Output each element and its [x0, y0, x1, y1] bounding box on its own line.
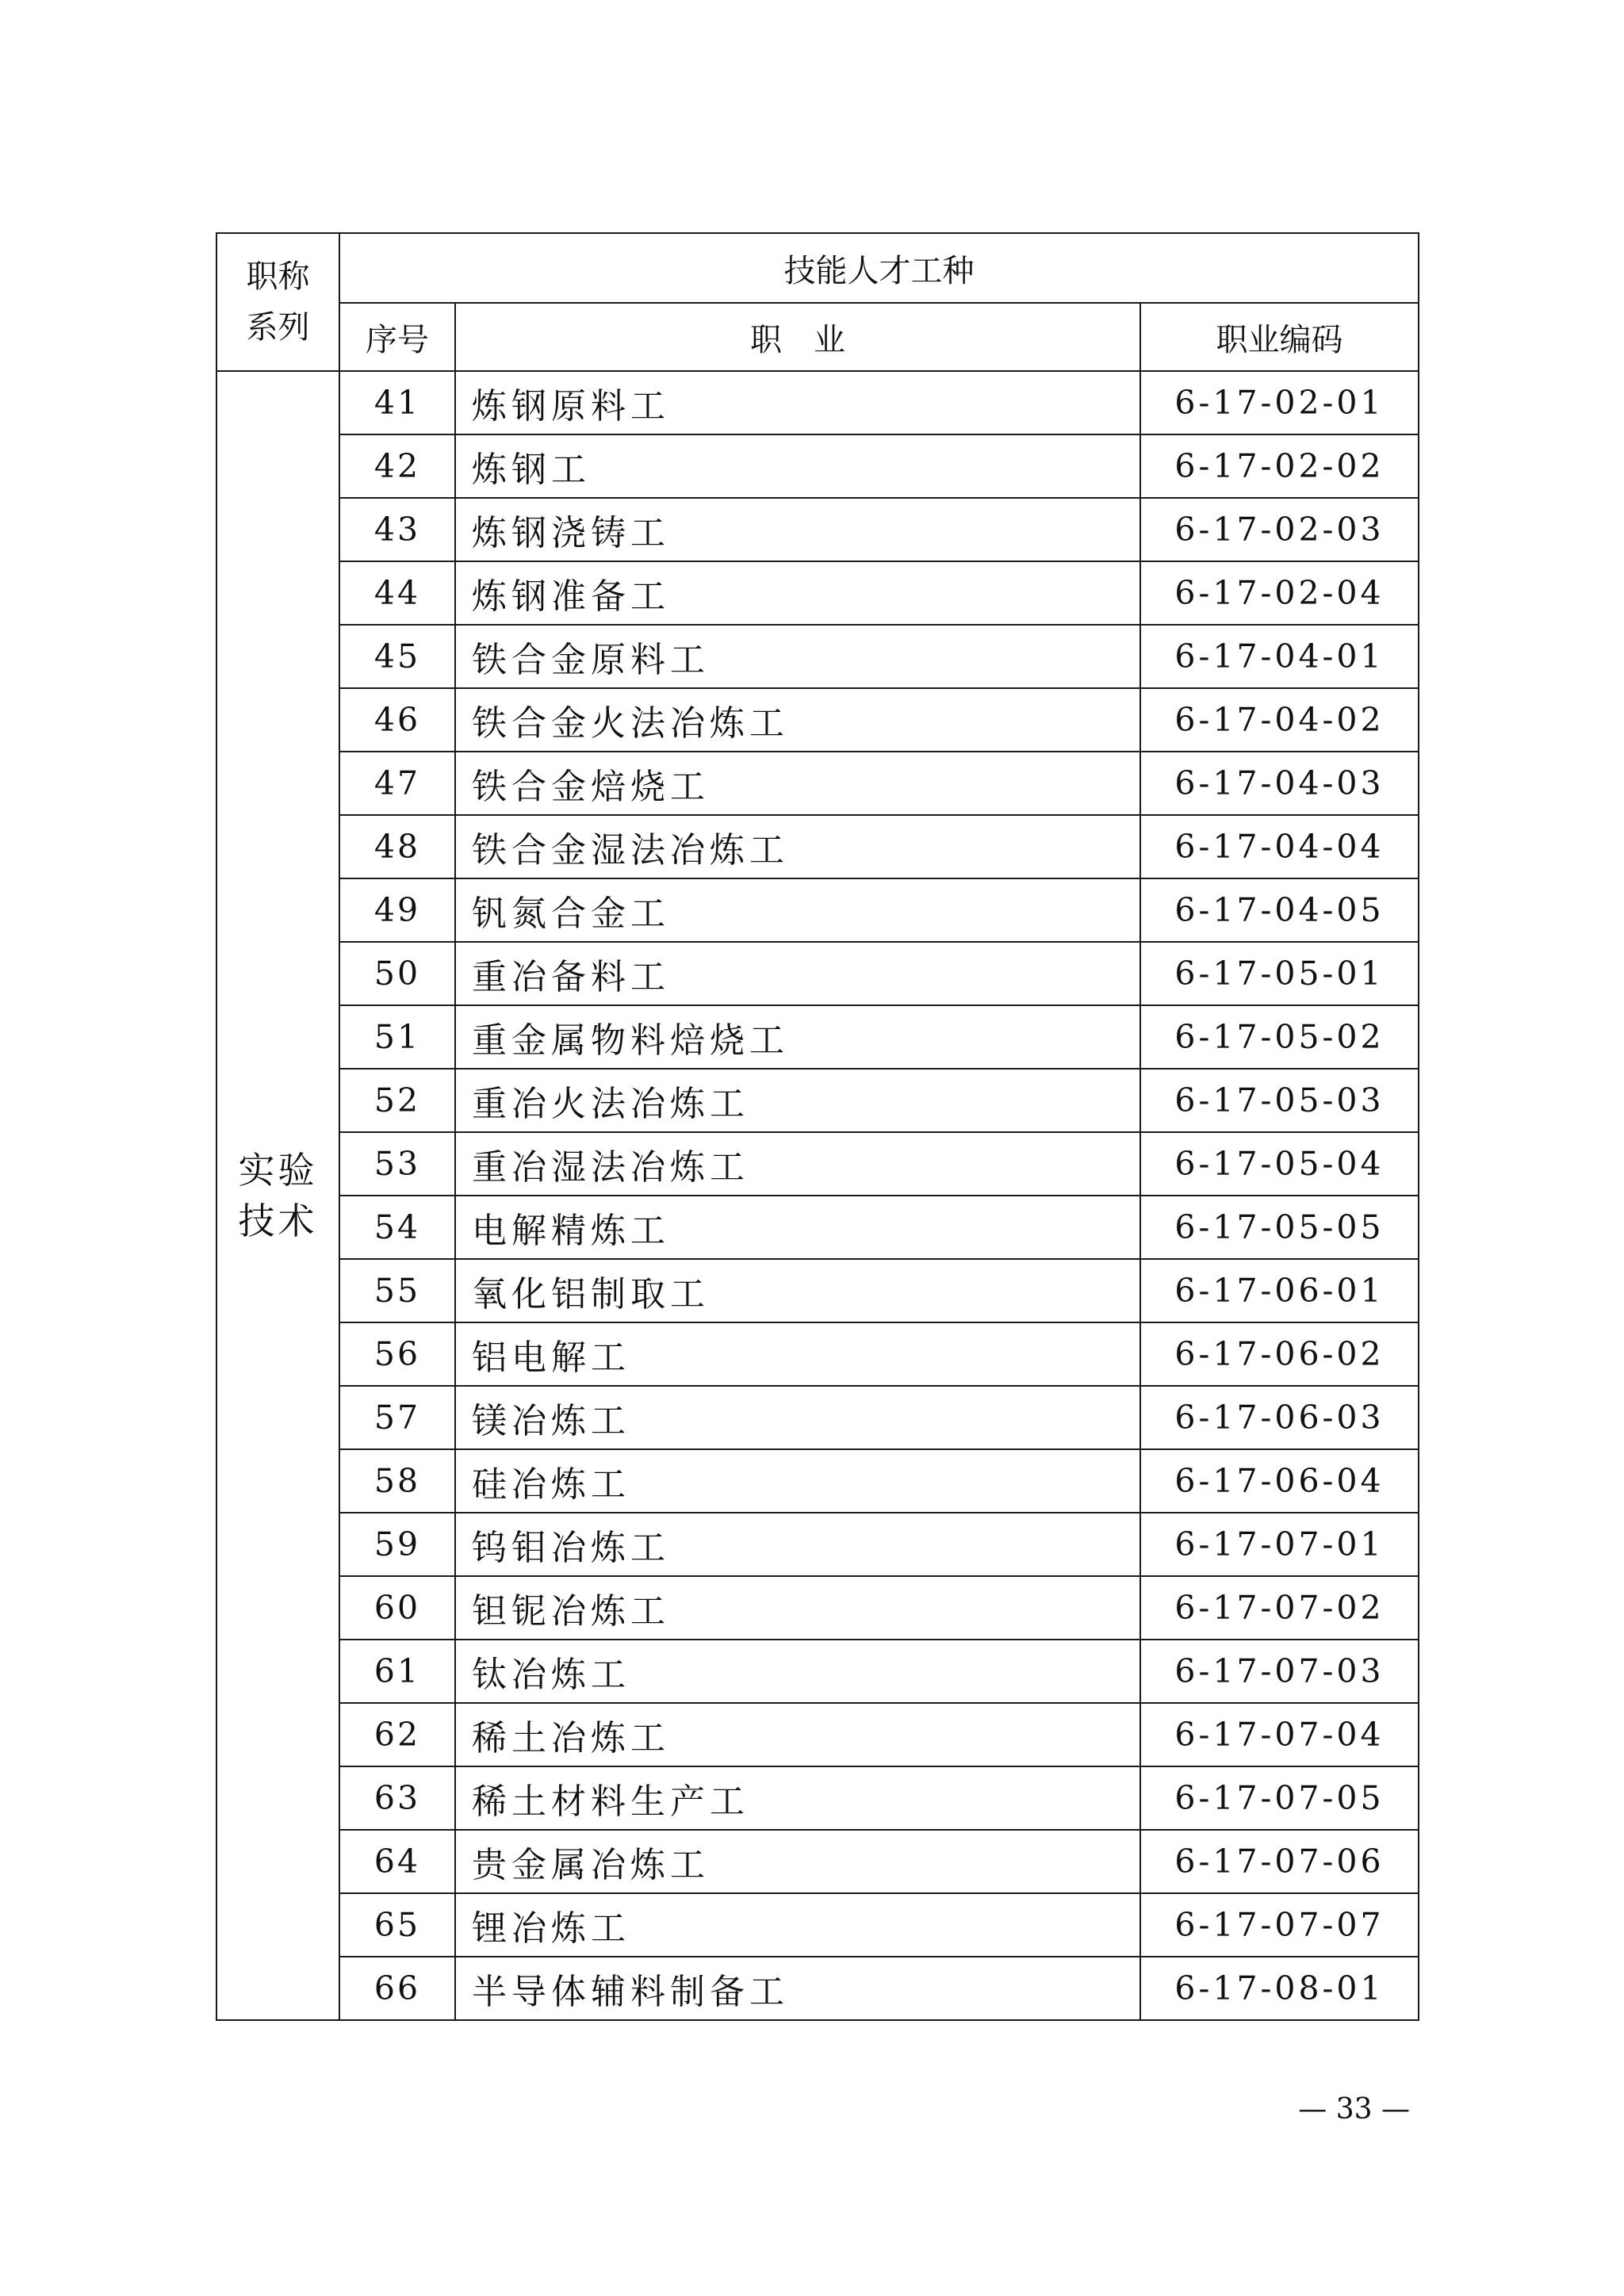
table-row: [216, 1132, 1419, 1196]
series-header-line1: 职称: [246, 258, 310, 295]
row-number: 59: [339, 1513, 455, 1576]
header-row-sub: [216, 303, 1419, 371]
row-number: 41: [339, 371, 455, 434]
table-row: [216, 1196, 1419, 1259]
row-number: 46: [339, 688, 455, 752]
row-number: 66: [339, 1957, 455, 2020]
occupation-code: 6-17-06-03: [1140, 1386, 1419, 1449]
table-row: [216, 1005, 1419, 1069]
occupation-name: 铁合金湿法冶炼工: [455, 815, 1140, 878]
series-label-line: 实验: [238, 1149, 318, 1192]
row-number: 49: [339, 878, 455, 942]
occupation-name: 锂冶炼工: [455, 1893, 1140, 1957]
row-number: 53: [339, 1132, 455, 1196]
row-number: 48: [339, 815, 455, 878]
occupation-code: 6-17-07-01: [1140, 1513, 1419, 1576]
occupation-name: 氧化铝制取工: [455, 1259, 1140, 1322]
occupation-name: 钽铌冶炼工: [455, 1576, 1140, 1640]
occupation-code: 6-17-04-01: [1140, 625, 1419, 688]
occupation-code: 6-17-05-01: [1140, 942, 1419, 1005]
table-row: [216, 1513, 1419, 1576]
table-row: [216, 434, 1419, 498]
table-row: [216, 371, 1419, 434]
header-row-top: [216, 233, 1419, 303]
occupation-name: 稀土冶炼工: [455, 1703, 1140, 1766]
occupation-name: 钨钼冶炼工: [455, 1513, 1140, 1576]
occupation-code: 6-17-06-04: [1140, 1449, 1419, 1513]
occupation-name: 钛冶炼工: [455, 1640, 1140, 1703]
occupation-name: 铁合金火法冶炼工: [455, 688, 1140, 752]
occupation-code: 6-17-07-02: [1140, 1576, 1419, 1640]
occupation-code: 6-17-04-02: [1140, 688, 1419, 752]
row-number: 50: [339, 942, 455, 1005]
occupation-code: 6-17-05-04: [1140, 1132, 1419, 1196]
table-row: [216, 815, 1419, 878]
row-number: 56: [339, 1322, 455, 1386]
row-number: 51: [339, 1005, 455, 1069]
occupation-name: 镁冶炼工: [455, 1386, 1140, 1449]
table-row: [216, 625, 1419, 688]
row-number: 44: [339, 561, 455, 625]
occupation-name: 炼钢准备工: [455, 561, 1140, 625]
row-number: 65: [339, 1893, 455, 1957]
row-number: 64: [339, 1830, 455, 1893]
row-number: 55: [339, 1259, 455, 1322]
occupation-name: 硅冶炼工: [455, 1449, 1140, 1513]
table-row: [216, 1957, 1419, 2020]
occupation-name: 稀土材料生产工: [455, 1766, 1140, 1830]
row-number: 54: [339, 1196, 455, 1259]
occupation-name: 半导体辅料制备工: [455, 1957, 1140, 2020]
table-row: [216, 1893, 1419, 1957]
page-number: — 33 —: [1298, 2093, 1410, 2126]
occupation-name: 重冶湿法冶炼工: [455, 1132, 1140, 1196]
table-row: [216, 1259, 1419, 1322]
occupation-code: 6-17-04-04: [1140, 815, 1419, 878]
occupation-name: 贵金属冶炼工: [455, 1830, 1140, 1893]
table-row: [216, 688, 1419, 752]
row-number: 58: [339, 1449, 455, 1513]
occupation-name: 铁合金原料工: [455, 625, 1140, 688]
occupation-name: 炼钢原料工: [455, 371, 1140, 434]
occupation-code: 6-17-05-03: [1140, 1069, 1419, 1132]
row-number: 62: [339, 1703, 455, 1766]
table-row: [216, 561, 1419, 625]
occupation-code: 6-17-07-07: [1140, 1893, 1419, 1957]
occupation-name: 重冶备料工: [455, 942, 1140, 1005]
occupation-name: 铁合金焙烧工: [455, 752, 1140, 815]
table-row: [216, 1640, 1419, 1703]
occupation-code: 6-17-07-03: [1140, 1640, 1419, 1703]
column-header-code: 职业编码: [1140, 303, 1419, 371]
table-row: [216, 1703, 1419, 1766]
occupation-name: 炼钢浇铸工: [455, 498, 1140, 561]
occupation-code: 6-17-05-02: [1140, 1005, 1419, 1069]
occupation-name: 炼钢工: [455, 434, 1140, 498]
row-number: 43: [339, 498, 455, 561]
occupation-code: 6-17-06-01: [1140, 1259, 1419, 1322]
occupation-name: 钒氮合金工: [455, 878, 1140, 942]
series-header: [216, 233, 339, 371]
row-number: 45: [339, 625, 455, 688]
series-label-line: 技术: [238, 1200, 318, 1242]
row-number: 61: [339, 1640, 455, 1703]
table-row: [216, 1386, 1419, 1449]
row-number: 57: [339, 1386, 455, 1449]
occupation-code: 6-17-02-02: [1140, 434, 1419, 498]
column-header-number: 序号: [339, 303, 455, 371]
occupation-code: 6-17-07-05: [1140, 1766, 1419, 1830]
occupation-code: 6-17-02-04: [1140, 561, 1419, 625]
table-row: [216, 1069, 1419, 1132]
table-row: [216, 1830, 1419, 1893]
occupation-code: 6-17-05-05: [1140, 1196, 1419, 1259]
occupation-name: 电解精炼工: [455, 1196, 1140, 1259]
occupation-code: 6-17-07-06: [1140, 1830, 1419, 1893]
table-row: [216, 498, 1419, 561]
row-number: 42: [339, 434, 455, 498]
occupation-code: 6-17-07-04: [1140, 1703, 1419, 1766]
row-number: 60: [339, 1576, 455, 1640]
occupation-code: 6-17-06-02: [1140, 1322, 1419, 1386]
occupation-code: 6-17-04-05: [1140, 878, 1419, 942]
group-header: 技能人才工种: [339, 233, 1419, 303]
series-label-cell: [216, 371, 339, 2020]
row-number: 63: [339, 1766, 455, 1830]
occupation-code: 6-17-02-03: [1140, 498, 1419, 561]
occupation-name: 重冶火法冶炼工: [455, 1069, 1140, 1132]
column-header-occupation: 职 业: [455, 303, 1140, 371]
table-row: [216, 1449, 1419, 1513]
occupation-code: 6-17-02-01: [1140, 371, 1419, 434]
occupation-code: 6-17-08-01: [1140, 1957, 1419, 2020]
occupation-name: 重金属物料焙烧工: [455, 1005, 1140, 1069]
table-row: [216, 942, 1419, 1005]
table-row: [216, 1576, 1419, 1640]
row-number: 47: [339, 752, 455, 815]
occupation-name: 铝电解工: [455, 1322, 1140, 1386]
row-number: 52: [339, 1069, 455, 1132]
table-row: [216, 752, 1419, 815]
table-row: [216, 1322, 1419, 1386]
series-header-line2: 系列: [246, 309, 310, 346]
occupation-table: [216, 232, 1419, 2021]
table-row: [216, 1766, 1419, 1830]
table-row: [216, 878, 1419, 942]
occupation-code: 6-17-04-03: [1140, 752, 1419, 815]
